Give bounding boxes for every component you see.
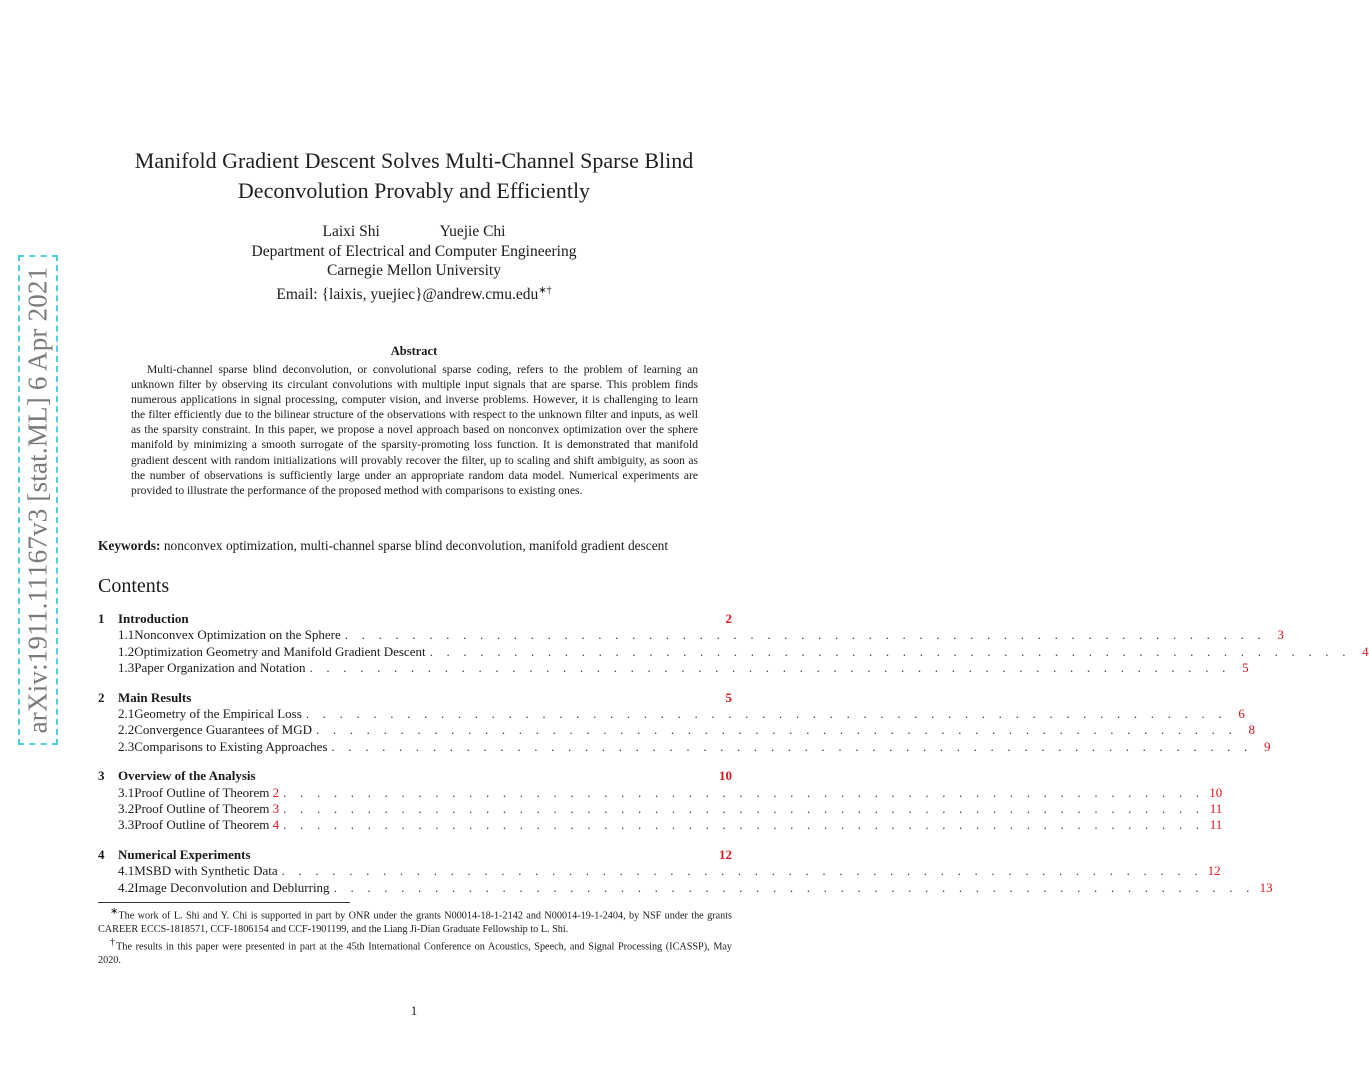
toc-page-link[interactable]: 13 [1259, 879, 1273, 895]
toc-subsection-title: Image Deconvolution and Deblurring [134, 879, 330, 895]
footnote-marks[interactable]: ∗† [538, 284, 552, 296]
footnote-2-text: The results in this paper were presented in part at the 45th International Conference on Acoustics, Speech, and Signal Processing (ICASSP), May 2020. [98, 941, 733, 966]
toc-section-number: 1 [98, 611, 105, 626]
department: Department of Electrical and Computer Engineering [251, 242, 577, 260]
toc-subsection-number: 3.1 [118, 784, 135, 800]
toc-subsection-title-text: Proof Outline of Theorem [134, 784, 273, 800]
toc-subsection-number: 3.2 [118, 800, 135, 816]
author-block [0, 222, 828, 304]
toc-subsection-title: Convergence Guarantees of MGD [134, 722, 312, 738]
toc-subsection-number: 1.3 [118, 659, 135, 675]
toc-leader-dots: . . . . . . . . . . . . . . . . . . . . . . . . . . . . . . . . . . . . . . . . . . . . . . . . . . . . . . . [333, 879, 1255, 895]
footnote-1-text: The work of L. Shi and Y. Chi is supported in part by ONR under the grants N00014-18-1-2142 and N00014-19-1-2404, by NSF under the grants CAREER ECCS-1818571, CCF-1806154 and CCF-1901199, and the Liang Ji-Dian Graduate Fellowship to L. Shi. [98, 910, 732, 935]
toc-section[interactable] [98, 611, 732, 627]
toc-leader-dots: . . . . . . . . . . . . . . . . . . . . . . . . . . . . . . . . . . . . . . . . . . . . . . . . . . . . . . . [315, 722, 1238, 738]
toc-subsection-title-text: Proof Outline of Theorem [134, 800, 273, 816]
theorem-reference-link[interactable]: 4 [272, 817, 280, 833]
toc-subsection-number: 1.1 [118, 627, 135, 643]
contents-heading: Contents [98, 575, 170, 597]
page-number: 1 [410, 1003, 418, 1018]
title-line-2: Deconvolution Provably and Efficiently [237, 178, 591, 203]
toc-section-number: 2 [98, 689, 105, 705]
toc-subsection-title: Geometry of the Empirical Loss [134, 705, 302, 721]
keywords-text: nonconvex optimization, multi-channel sparse blind deconvolution, manifold gradient descent [163, 538, 669, 553]
theorem-reference-link[interactable]: 2 [272, 784, 280, 800]
toc-subsection[interactable] [98, 659, 1249, 676]
table-of-contents [98, 611, 1369, 896]
toc-subsection-number: 2.1 [118, 705, 135, 721]
toc-page-link[interactable]: 4 [1362, 643, 1369, 659]
toc-subsection-number: 3.3 [118, 817, 135, 833]
toc-section-number: 4 [98, 847, 105, 863]
toc-subsection[interactable] [98, 784, 1223, 801]
footnotes [98, 905, 732, 967]
toc-page-link[interactable]: 6 [1238, 705, 1245, 721]
toc-subsection-title: MSBD with Synthetic Data [134, 863, 278, 879]
toc-subsection[interactable] [98, 705, 1245, 722]
keywords-label: Keywords: [98, 538, 161, 553]
title-line-1: Manifold Gradient Descent Solves Multi-Channel Sparse Blind [134, 148, 694, 173]
toc-subsection-title: Optimization Geometry and Manifold Gradient Descent [134, 643, 426, 659]
toc-section-title: Numerical Experiments [118, 847, 251, 863]
author-1: Laixi Shi [322, 223, 380, 240]
toc-leader-dots: . . . . . . . . . . . . . . . . . . . . . . . . . . . . . . . . . . . . . . . . . . . . . . . . . . . . . . . [344, 627, 1266, 643]
footnote-1-mark: ∗ [110, 906, 119, 917]
toc-section-title: Introduction [118, 611, 189, 626]
toc-subsection-title: Paper Organization and Notation [134, 659, 306, 675]
email[interactable]: Email: {laixis, yuejiec}@andrew.cmu.edu [276, 285, 539, 303]
toc-subsection-title: Nonconvex Optimization on the Sphere [134, 627, 341, 643]
toc-page-link[interactable]: 5 [725, 689, 732, 705]
toc-section-number: 3 [98, 768, 105, 784]
arxiv-identifier-text: arXiv:1911.11167v3 [stat.ML] 6 Apr 2021 [22, 266, 53, 734]
footnote-1 [98, 905, 732, 936]
toc-leader-dots: . . . . . . . . . . . . . . . . . . . . . . . . . . . . . . . . . . . . . . . . . . . . . . . . . . . . . . . [309, 659, 1231, 675]
toc-subsection[interactable] [98, 738, 1271, 755]
toc-section-title: Overview of the Analysis [118, 768, 256, 784]
toc-page-link[interactable]: 10 [719, 768, 732, 784]
toc-subsection-number: 4.2 [118, 879, 135, 895]
toc-subsection[interactable] [98, 863, 1221, 879]
toc-subsection-title [134, 801, 279, 817]
abstract-text: Multi-channel sparse blind deconvolution, or convolutional sparse coding, refers to the problem of learning an unknown filter by observing its circulant convolutions with multiple input signals that are sparse. This problem finds numerous applications in signal processing, computer vision, and inverse problems. However, it is challenging to learn the filter efficiently due to the bilinear structure of the observations with respect to the unknown filter and inputs, as well as the sparsity constraint. In this paper, we propose a novel approach based on nonconvex optimization over the sphere manifold by minimizing a smooth surrogate of the sparsity-promoting loss function. It is demonstrated that manifold gradient descent with random initializations will provably recover the filter, up to scaling and shift ambiguity, as soon as the number of observations is sufficiently large under an appropriate random data model. Numerical experiments are provided to illustrate the performance of the proposed method with comparisons to existing ones. [131, 363, 698, 497]
toc-page-link[interactable]: 10 [1209, 784, 1223, 800]
toc-leader-dots: . . . . . . . . . . . . . . . . . . . . . . . . . . . . . . . . . . . . . . . . . . . . . . . . . . . . . . . [305, 705, 1227, 721]
toc-subsection[interactable] [98, 800, 1223, 817]
toc-leader-dots: . . . . . . . . . . . . . . . . . . . . . . . . . . . . . . . . . . . . . . . . . . . . . . . . . . . . . . . [283, 817, 1205, 833]
toc-page-link[interactable]: 11 [1209, 817, 1223, 833]
toc-subsection-title: Comparisons to Existing Approaches [134, 738, 328, 754]
toc-subsection-title [134, 785, 279, 801]
toc-leader-dots: . . . . . . . . . . . . . . . . . . . . . . . . . . . . . . . . . . . . . . . . . . . . . . . . . . . . . . . [331, 738, 1253, 754]
toc-leader-dots: . . . . . . . . . . . . . . . . . . . . . . . . . . . . . . . . . . . . . . . . . . . . . . . . . . . . . . . [281, 863, 1203, 879]
toc-section[interactable] [98, 847, 732, 863]
keywords-line [98, 538, 738, 554]
toc-subsection-number: 2.2 [118, 722, 135, 738]
university: Carnegie Mellon University [327, 262, 501, 279]
toc-subsection-number: 1.2 [118, 643, 135, 659]
toc-leader-dots: . . . . . . . . . . . . . . . . . . . . . . . . . . . . . . . . . . . . . . . . . . . . . . . . . . . . . . . [283, 784, 1205, 800]
toc-page-link[interactable]: 12 [1207, 863, 1221, 879]
toc-subsection[interactable] [98, 722, 1256, 738]
toc-page-link[interactable]: 12 [719, 847, 732, 863]
toc-subsection[interactable] [98, 817, 1223, 833]
toc-subsection[interactable] [98, 643, 1369, 660]
toc-leader-dots: . . . . . . . . . . . . . . . . . . . . . . . . . . . . . . . . . . . . . . . . . . . . . . . . . . . . . . . [283, 800, 1205, 816]
toc-subsection-number: 2.3 [118, 738, 135, 754]
toc-section[interactable] [98, 690, 732, 706]
paper-title [0, 146, 828, 206]
toc-subsection[interactable] [98, 627, 1284, 643]
toc-section-title: Main Results [118, 689, 192, 705]
arxiv-identifier-stamp[interactable] [18, 255, 58, 745]
footnote-rule [98, 902, 350, 903]
toc-leader-dots: . . . . . . . . . . . . . . . . . . . . . . . . . . . . . . . . . . . . . . . . . . . . . . . . . . . . . . . [429, 643, 1351, 659]
author-names [0, 222, 828, 242]
toc-page-link[interactable]: 11 [1209, 800, 1223, 816]
abstract-heading: Abstract [390, 344, 438, 358]
theorem-reference-link[interactable]: 3 [272, 800, 280, 816]
toc-subsection-title-text: Proof Outline of Theorem [134, 817, 273, 833]
toc-page-link[interactable]: 3 [1277, 627, 1284, 643]
toc-subsection-number: 4.1 [118, 863, 135, 879]
footnote-2-mark: † [110, 937, 117, 949]
toc-page-link[interactable]: 8 [1248, 722, 1256, 738]
toc-subsection-title [134, 817, 279, 833]
email-line [0, 281, 828, 305]
author-2: Yuejie Chi [439, 223, 506, 240]
toc-page-link[interactable]: 9 [1264, 738, 1271, 754]
toc-page-link[interactable]: 2 [725, 611, 732, 626]
footnote-2 [98, 936, 732, 967]
toc-page-link[interactable]: 5 [1242, 659, 1249, 675]
toc-section[interactable] [98, 768, 732, 784]
toc-subsection[interactable] [98, 879, 1273, 896]
